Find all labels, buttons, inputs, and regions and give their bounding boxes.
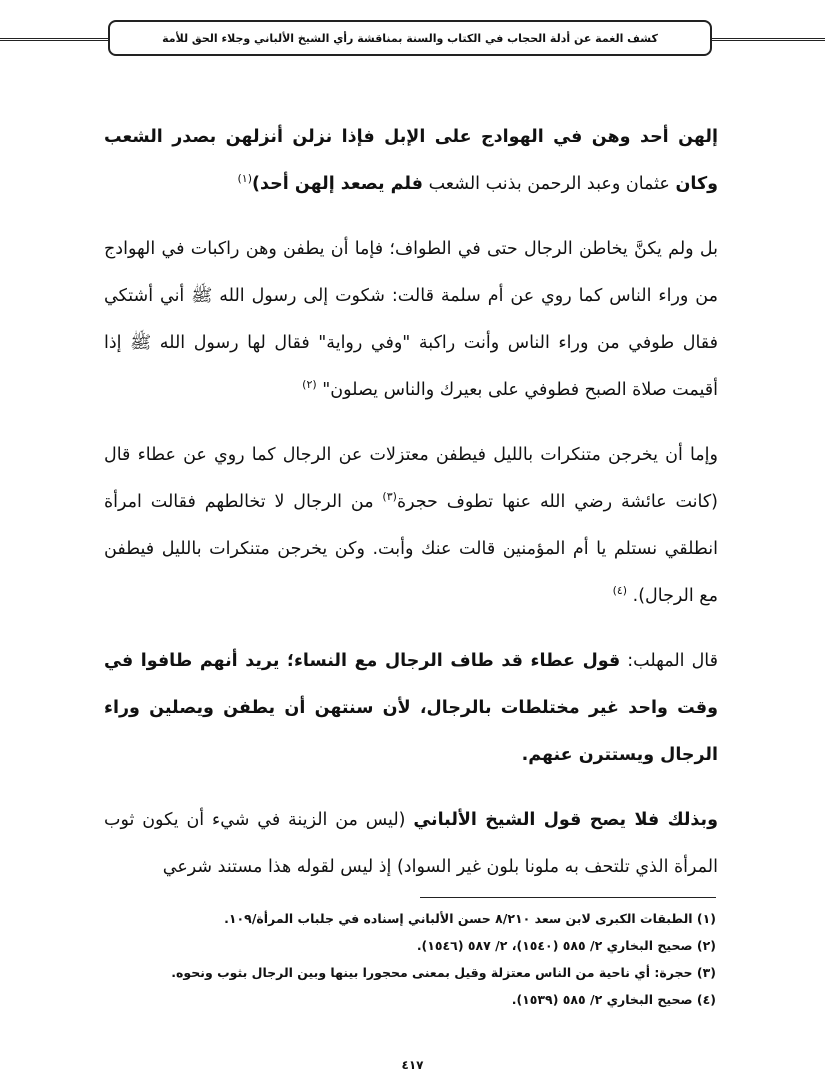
header-rule-left [0, 38, 108, 41]
footnote-ref-1[interactable]: (١) [237, 172, 253, 186]
paragraph-4 [104, 638, 718, 779]
footnote-ref-4[interactable]: (٤) [612, 584, 628, 598]
paragraph-4-text-b: قول عطاء قد طاف الرجال مع النساء؛ يريد أنهم طافوا في وقت واحد غير مختلطات بالرجال، لأن سنتهن أن يطفن ويصلين وراء الرجال ويستترن عنهم. [104, 651, 718, 765]
footnote-ref-3[interactable]: (٣) [382, 490, 397, 504]
footnote-divider [420, 897, 716, 898]
paragraph-1-text-a: إلهن أحد وهن في الهوادج على الإبل فإذا نزلن أنزلهن بصدر الشعب وكان [104, 127, 718, 194]
paragraph-1 [104, 114, 718, 208]
header-rule-right [712, 38, 825, 41]
paragraph-1-text-c: فلم يصعد إلهن أحد) [252, 174, 424, 194]
footnotes [150, 905, 716, 1013]
footnote-ref-2[interactable]: (٢) [302, 378, 317, 392]
paragraph-2-text: بل ولم يكنَّ يخاطن الرجال حتى في الطواف؛ فإما أن يطفن وهن راكبات في الهوادج من وراء الناس كما روي عن أم سلمة قالت: شكوت إلى رسول الله ﷺ أني أشتكي فقال طوفي من وراء الناس وأنت راكبة "وفي رواية" فقال لها رسول الله ﷺ إذا أقيمت صلاة الصبح فطوفي على بعيرك والناس يصلون" [104, 239, 718, 400]
header-title: كشف الغمة عن أدلة الحجاب في الكتاب والسنة بمناقشة رأي الشيخ الألباني وجلاء الحق للأمة [162, 31, 658, 45]
running-header [108, 20, 712, 56]
footnote-4: (٤) صحيح البخاري ٢/ ٥٨٥ (١٥٣٩). [511, 992, 716, 1007]
page-number: ٤١٧ [401, 1058, 424, 1072]
main-text [104, 114, 718, 909]
paragraph-1-text-b: عثمان وعبد الرحمن بذنب الشعب [423, 174, 676, 194]
paragraph-3-text-b: من الرجال لا تخالطهم فقالت امرأة انطلقي نستلم يا أم المؤمنين قالت عنك وأبت. وكن يخرجن متنكرات بالليل فيطفن مع الرجال). [104, 492, 718, 606]
paragraph-5-text-a: وبذلك فلا يصح قول الشيخ الألباني [413, 810, 718, 830]
paragraph-3-text-a: وإما أن يخرجن متنكرات بالليل فيطفن معتزلات عن الرجال كما روي عن عطاء قال (كانت عائشة رضي الله عنها تطوف حجرة [104, 445, 718, 512]
footnote-3: (٣) حجرة: أي ناحية من الناس معتزلة وقيل بمعنى محجورا بينها وبين الرجال بثوب ونحوه. [171, 965, 716, 980]
paragraph-3 [104, 432, 718, 620]
footnote-2: (٢) صحيح البخاري ٢/ ٥٨٥ (١٥٤٠)، ٢/ ٥٨٧ (١٥٤٦). [416, 938, 716, 953]
footnote-1: (١) الطبقات الكبرى لابن سعد ٨/٢١٠ حسن الألباني إسناده في جلباب المرأة/١٠٩. [224, 911, 716, 926]
paragraph-2 [104, 226, 718, 414]
paragraph-4-text-a: قال المهلب: [620, 651, 718, 671]
paragraph-5 [104, 797, 718, 891]
paragraph-5-text-b: (ليس من الزينة في شيء أن يكون ثوب المرأة الذي تلتحف به ملونا بلون غير السواد) إذ ليس لقوله هذا مستند شرعي [104, 810, 718, 877]
